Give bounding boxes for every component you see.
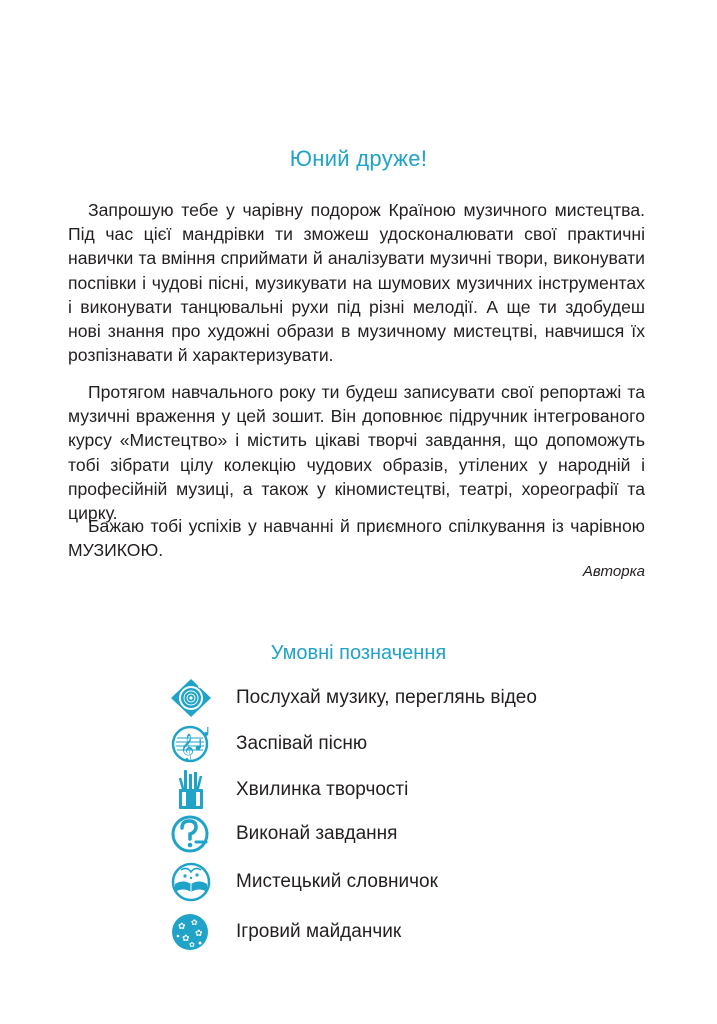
legend-label: Хвилинка творчості [236,779,409,800]
legend-label: Заспівай пісню [236,733,368,754]
legend-item-playground [170,912,610,952]
legend-label: Ігровий майданчик [236,921,402,942]
intro-paragraph: Запрошую тебе у чарівну подорож Країною музичного мистецтва. Під час цієї мандрівки ти зможеш удосконалювати свої практичні навички та вміння сприймати й аналізувати музичні твори, виконувати поспівки і чудові пісні, музикувати на шумових музичних інструментах і виконувати танцювальні рухи під різні мелодії. А ще ти здобудеш нові знання про художні образи в музичному мистецтві, навчишся їх розпізнавати й характеризувати. [68,200,645,366]
svg-text:✿: ✿ [178,922,186,932]
legend-label: Послухай музику, переглянь відео [236,687,537,708]
svg-text:✿: ✿ [189,941,195,949]
svg-text:✿: ✿ [195,929,203,939]
vinyl-disc-icon [170,678,212,718]
question-mark-icon [170,814,212,854]
treble-clef-icon [170,724,212,764]
workbook-paragraph: Протягом навчального року ти будеш записувати свої репортажі та музичні враження у цей зошит. Він доповнює підручник інтегрованого курсу «Мистецтво» і містить цікаві творчі завдання, що допоможуть тобі зібрати цілу колекцію чудових образів, утілених у народній і професійній музиці, а також у кіномистецтві, театрі, хореографії та цирку. [68,382,645,524]
author-signature: Авторка [582,563,645,580]
legend-item-dictionary [170,862,610,902]
page-title: Юний друже! [289,146,428,171]
svg-text:✿: ✿ [182,934,190,944]
legend-item-listen [170,678,610,718]
legend-item-creativity [170,770,610,810]
legend-item-sing [170,724,610,764]
star-ball-icon [170,912,212,952]
legend-label: Мистецький словничок [236,871,438,892]
wishes-paragraph: Бажаю тобі успіхів у навчанні й приємного спілкування із чарівною МУЗИКОЮ. [68,516,645,561]
svg-text:✿: ✿ [191,918,198,927]
legend-label: Виконай завдання [236,823,398,844]
open-book-icon [170,862,212,902]
pencil-cup-icon [170,770,212,810]
legend-item-task [170,814,610,854]
legend-title: Умовні позначення [270,642,447,664]
svg-text:𝄞: 𝄞 [180,733,195,761]
